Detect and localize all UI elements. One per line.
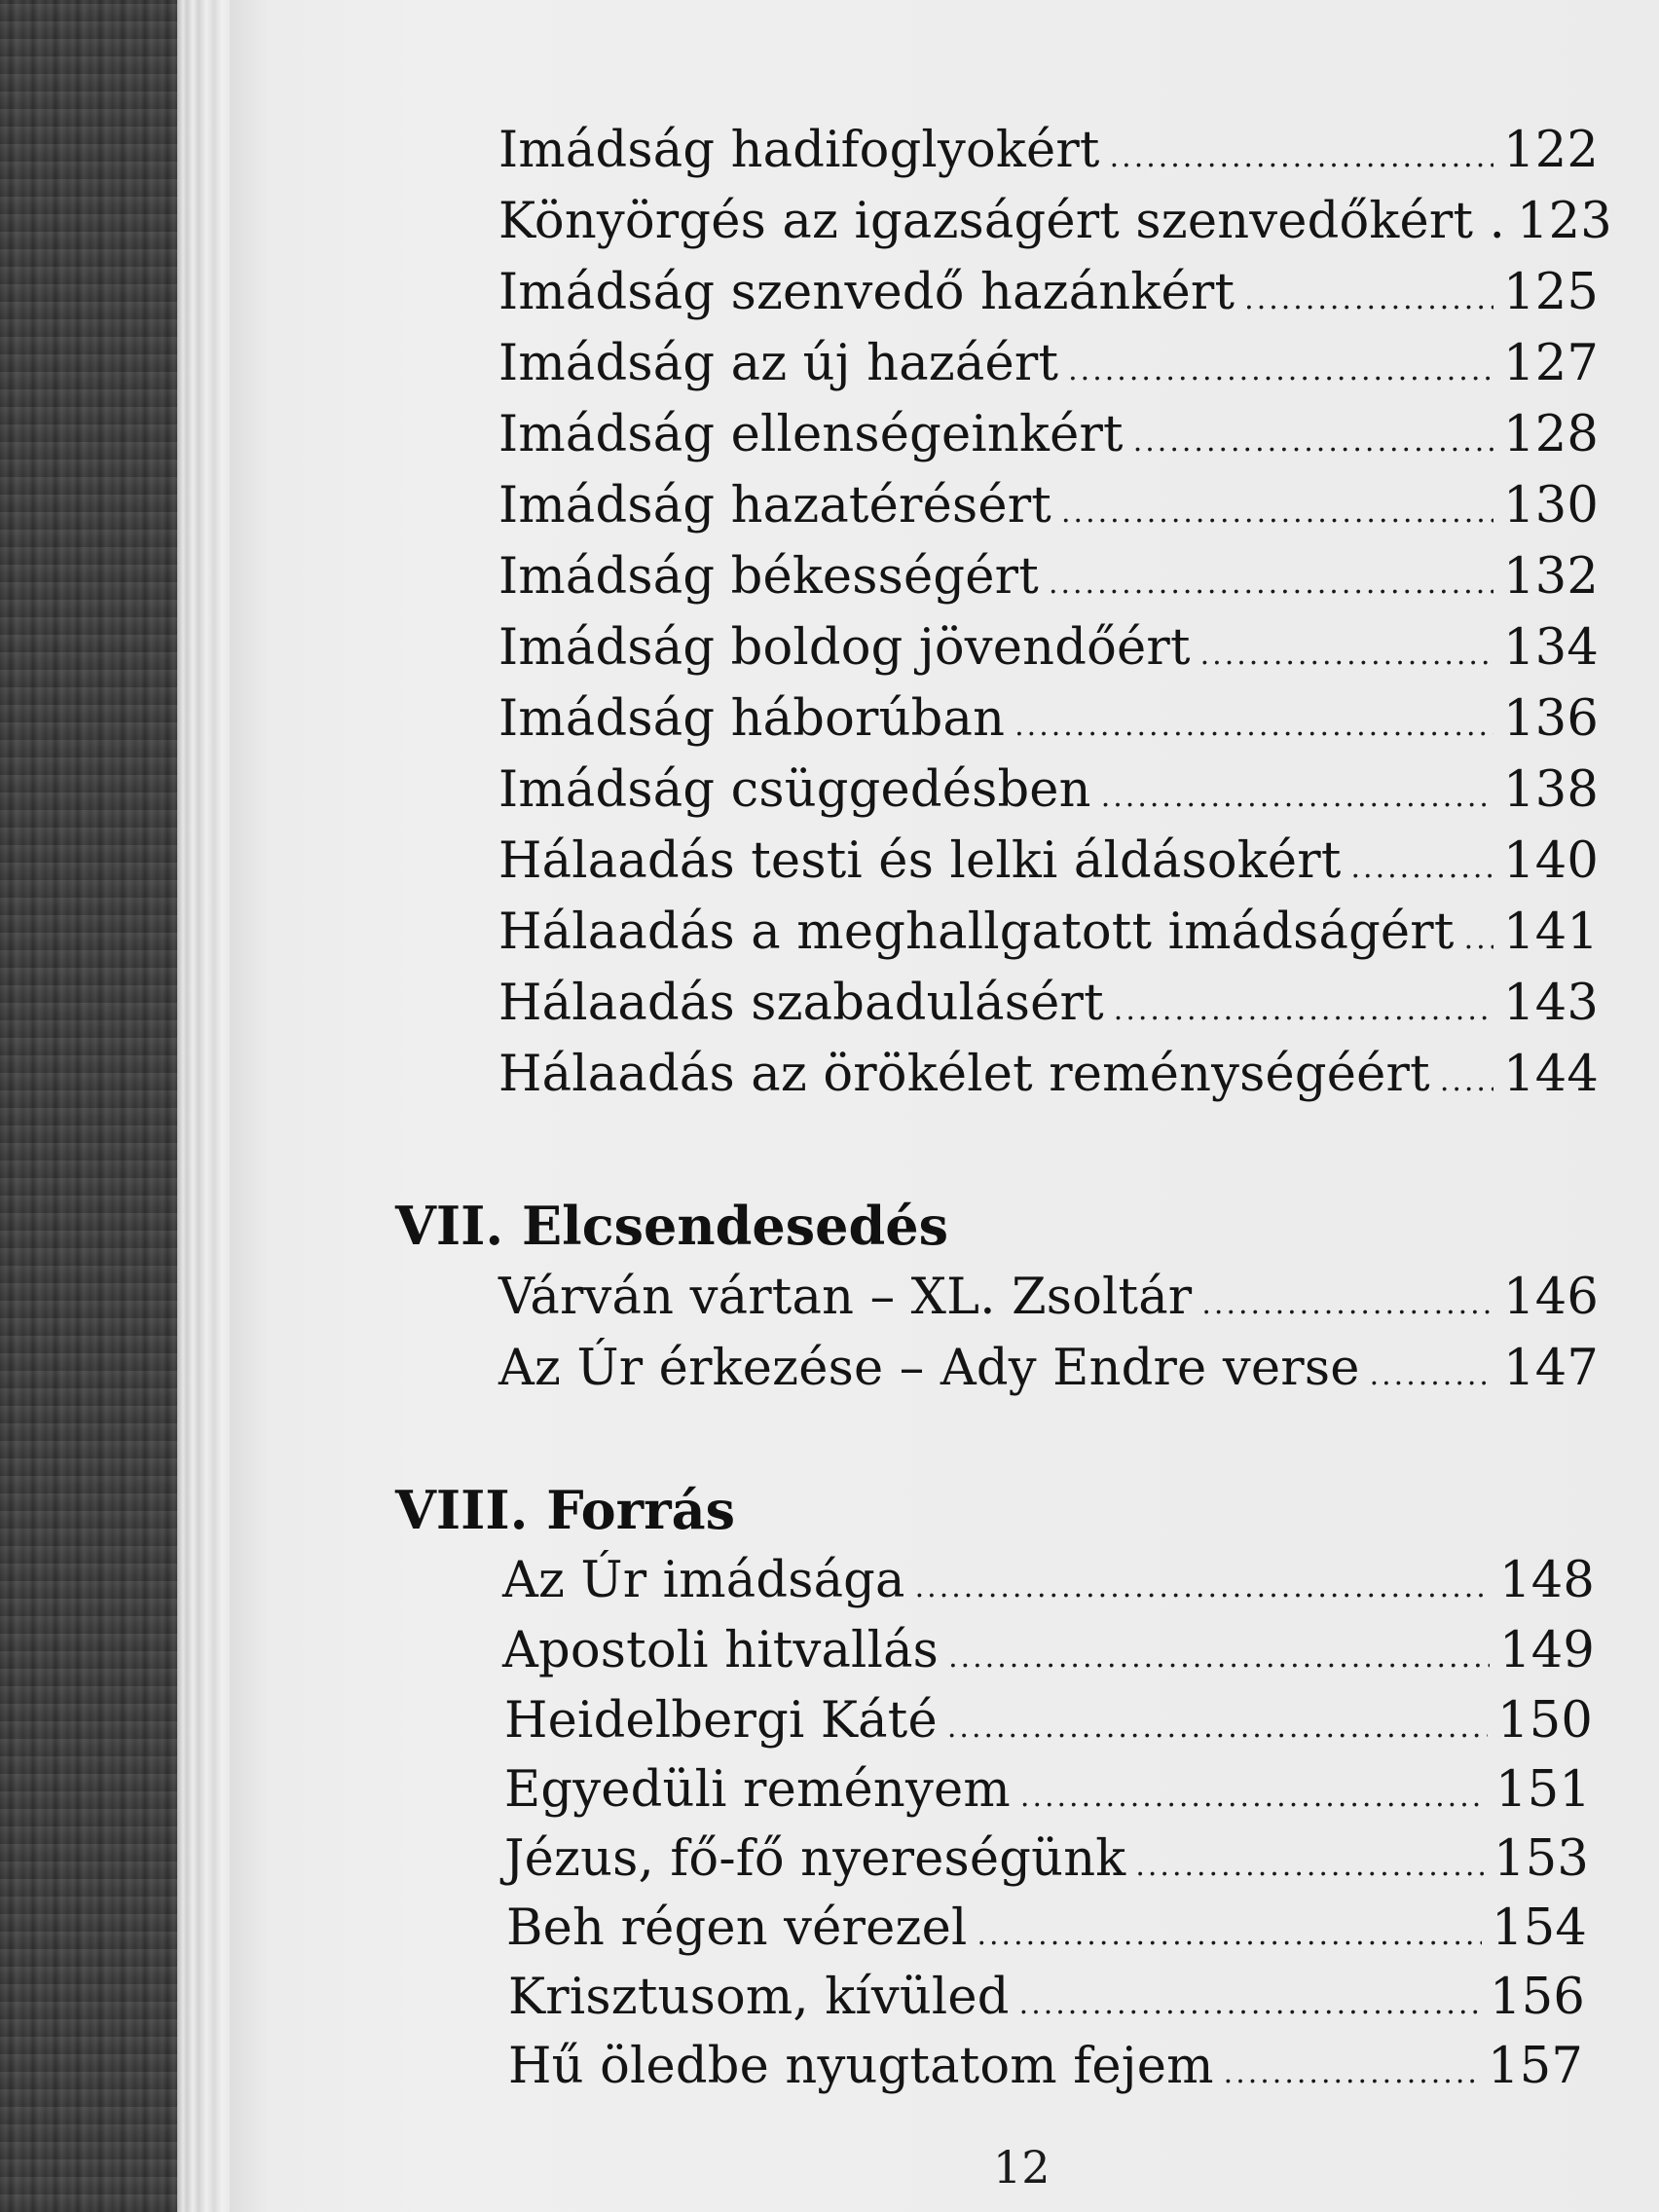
toc-entry bbox=[498, 1337, 1599, 1401]
toc-entry bbox=[502, 1549, 1595, 1613]
toc-entry-title: Imádság csüggedésben bbox=[498, 761, 1091, 819]
dot-leader bbox=[947, 1696, 1488, 1760]
toc-entry-title: Könyörgés az igazságért szenvedőkért . bbox=[498, 193, 1505, 250]
toc-entry-title: Beh régen vérezel bbox=[506, 1899, 968, 1957]
dot-leader bbox=[1370, 1344, 1493, 1408]
toc-entry bbox=[498, 261, 1599, 325]
toc-entry bbox=[498, 545, 1599, 609]
toc-entry bbox=[508, 2035, 1583, 2099]
toc-entry-title: Imádság ellenségeinkért bbox=[498, 406, 1124, 463]
toc-entry-page: 136 bbox=[1503, 690, 1599, 748]
dot-leader bbox=[977, 1903, 1482, 1968]
toc-entry-page: 150 bbox=[1497, 1692, 1593, 1750]
dot-leader bbox=[1020, 1765, 1486, 1829]
toc-entry-page: 122 bbox=[1503, 122, 1599, 179]
toc-entry-title: Imádság háborúban bbox=[498, 690, 1006, 748]
toc-entry-page: 157 bbox=[1488, 2038, 1583, 2095]
toc-entry-title: Krisztusom, kívüled bbox=[508, 1969, 1010, 2026]
toc-entry bbox=[498, 190, 1612, 254]
dot-leader bbox=[1200, 623, 1493, 687]
toc-entry-title: Hálaadás szabadulásért bbox=[498, 975, 1104, 1032]
toc-entry bbox=[498, 758, 1599, 823]
dot-leader bbox=[1201, 1272, 1493, 1337]
dot-leader bbox=[1133, 410, 1493, 474]
toc-entry-page: 146 bbox=[1503, 1269, 1599, 1326]
dot-leader bbox=[1061, 481, 1493, 545]
toc-entry bbox=[498, 403, 1599, 467]
toc-entry-page: 141 bbox=[1503, 903, 1599, 961]
toc-entry-page: 154 bbox=[1492, 1899, 1587, 1957]
toc-entry bbox=[498, 830, 1599, 894]
toc-entry-title: Az Úr imádsága bbox=[502, 1552, 905, 1609]
toc-entry bbox=[502, 1619, 1595, 1683]
toc-entry bbox=[508, 1966, 1585, 2030]
dot-leader bbox=[1068, 339, 1493, 403]
toc-entry bbox=[504, 1827, 1589, 1892]
toc-entry bbox=[498, 1043, 1599, 1107]
toc-entry-title: Jézus, fő-fő nyereségünk bbox=[504, 1830, 1126, 1888]
toc-entry-title: Imádság boldog jövendőért bbox=[498, 619, 1191, 677]
toc-entry bbox=[506, 1897, 1587, 1961]
toc-entry bbox=[498, 687, 1599, 752]
toc-entry-title: Hálaadás testi és lelki áldásokért bbox=[498, 832, 1342, 890]
section-heading-vii: VII. Elcsendesedés bbox=[395, 1195, 948, 1257]
toc-entry-page: 140 bbox=[1503, 832, 1599, 890]
dot-leader bbox=[948, 1626, 1490, 1690]
toc-entry-title: Heidelbergi Káté bbox=[504, 1692, 938, 1750]
toc-entry bbox=[498, 901, 1599, 965]
dot-leader bbox=[1019, 1972, 1480, 2037]
toc-entry-title: Imádság békességért bbox=[498, 548, 1039, 606]
toc-entry-title: Imádság szenvedő hazánkért bbox=[498, 264, 1235, 321]
toc-entry-page: 127 bbox=[1503, 335, 1599, 392]
toc-entry bbox=[498, 474, 1599, 538]
toc-entry-title: Hálaadás a meghallgatott imádságért bbox=[498, 903, 1455, 961]
toc-entry bbox=[498, 972, 1599, 1036]
dot-leader bbox=[915, 1556, 1490, 1620]
dot-leader bbox=[1114, 978, 1493, 1043]
toc-entry-page: 132 bbox=[1503, 548, 1599, 606]
dot-leader bbox=[1224, 2042, 1478, 2106]
toc-entry bbox=[498, 119, 1599, 183]
toc-entry-page: 143 bbox=[1503, 975, 1599, 1032]
toc-entry-title: Imádság hazatérésért bbox=[498, 477, 1051, 535]
toc-entry-page: 156 bbox=[1490, 1969, 1585, 2026]
toc-entry-title: Az Úr érkezése – Ady Endre verse bbox=[498, 1340, 1360, 1397]
toc-entry bbox=[498, 1266, 1599, 1330]
toc-entry-title: Apostoli hitvallás bbox=[502, 1622, 940, 1679]
toc-entry-page: 128 bbox=[1503, 406, 1599, 463]
toc-entry-title: Hálaadás az örökélet reménységéért bbox=[498, 1046, 1430, 1103]
toc-entry-page: 123 bbox=[1517, 193, 1612, 250]
dot-leader bbox=[1049, 552, 1493, 616]
dot-leader bbox=[1464, 907, 1493, 972]
toc-entry-page: 147 bbox=[1503, 1340, 1599, 1397]
toc-entry-title: Várván vártan – XL. Zsoltár bbox=[498, 1269, 1193, 1326]
section-heading-viii: VIII. Forrás bbox=[395, 1479, 735, 1541]
dot-leader bbox=[1014, 694, 1493, 758]
toc-entry-title: Imádság az új hazáért bbox=[498, 335, 1059, 392]
toc-entry-page: 138 bbox=[1503, 761, 1599, 819]
toc-entry-page: 134 bbox=[1503, 619, 1599, 677]
dot-leader bbox=[1244, 268, 1493, 332]
dot-leader bbox=[1440, 1050, 1493, 1114]
toc-entry-page: 151 bbox=[1495, 1761, 1591, 1819]
toc-entry-page: 144 bbox=[1503, 1046, 1599, 1103]
toc-entry bbox=[504, 1758, 1591, 1823]
dot-leader bbox=[1101, 765, 1493, 830]
toc-entry bbox=[498, 332, 1599, 396]
dot-leader bbox=[1110, 126, 1493, 190]
toc-entry-page: 148 bbox=[1499, 1552, 1595, 1609]
toc-entry-page: 149 bbox=[1499, 1622, 1595, 1679]
toc-entry-title: Imádság hadifoglyokért bbox=[498, 122, 1100, 179]
toc-entry bbox=[498, 616, 1599, 681]
toc-entry-page: 125 bbox=[1503, 264, 1599, 321]
dot-leader bbox=[1135, 1834, 1484, 1899]
toc-entry-page: 130 bbox=[1503, 477, 1599, 535]
toc-entry-title: Egyedüli reményem bbox=[504, 1761, 1011, 1819]
toc-entry-title: Hű öledbe nyugtatom fejem bbox=[508, 2038, 1214, 2095]
toc-entry-page: 153 bbox=[1493, 1830, 1589, 1888]
dot-leader bbox=[1351, 836, 1494, 901]
page-number: 12 bbox=[993, 2141, 1051, 2194]
toc-entry bbox=[504, 1689, 1593, 1753]
